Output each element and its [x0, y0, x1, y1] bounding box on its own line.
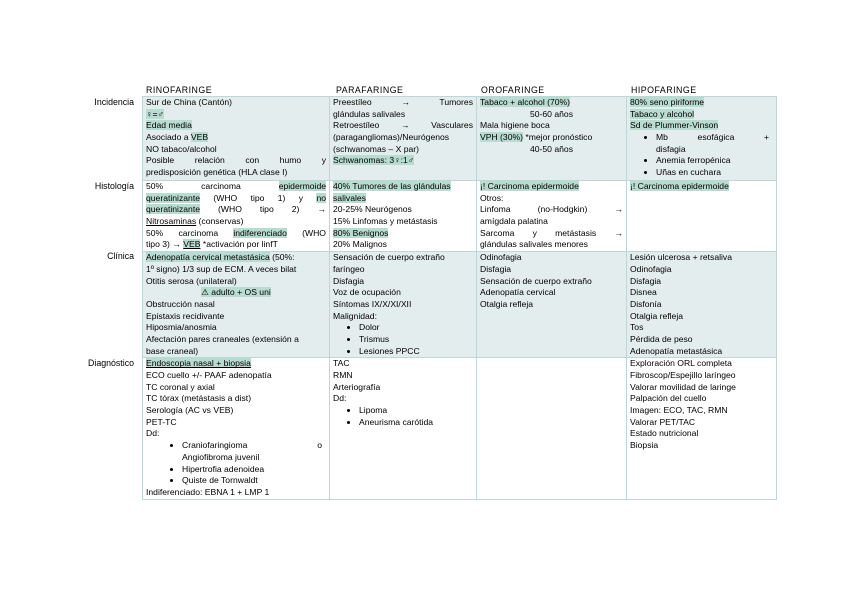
cell-para-incidencia: Preestíleo → Tumores glándulas salivales Retroestíleo → Vasculares (paragangliomas)/Neurógenos (schwanomas – X par) Schwanomas: 3♀:1♂ [330, 97, 477, 181]
table-row-diagnostico [143, 358, 777, 499]
cell-hipo-clinica: Lesión ulcerosa + retsaliva Odinofagia Disfagia Disnea Disfonía Otalgia refleja Tos Pérdida de peso Adenopatía metastásica [627, 252, 777, 358]
cell-rino-diagnostico: Endoscopia nasal + biopsia ECO cuello +/- PAAF adenopatía TC coronal y axial TC tórax (metástasis a dist) Serología (AC vs VEB) PET-TC Dd: • Craniofaringioma o Angiofibroma juvenil • Hipertrofia adenoidea • Quiste de Tornwaldt Indiferenciado: EBNA 1 + LMP 1 [143, 358, 330, 499]
cell-oro-incidencia: Tabaco + alcohol (70%) 50-60 años Mala higiene boca VPH (30%) *mejor pronóstico 40-50 años [477, 97, 627, 181]
header-parafaringe: PARAFARINGE [336, 85, 404, 95]
bullet-list [630, 132, 773, 144]
table-row-incidencia [143, 97, 777, 181]
list-item: • Quiste de Tornwaldt [182, 475, 326, 487]
cell-oro-histologia: ¡! Carcinoma epidermoide Otros: Linfoma (no-Hodgkin) → amígdala palatina Sarcoma y metástasis → glándulas salivales menores [477, 181, 627, 252]
bullet-list [146, 440, 326, 452]
bullet-list [333, 405, 473, 428]
header-orofaringe: OROFARINGE [481, 85, 545, 95]
cell-hipo-histologia: ¡! Carcinoma epidermoide [627, 181, 777, 252]
row-label-incidencia: Incidencia [94, 97, 134, 107]
bullet-list [630, 155, 773, 178]
comparison-table [142, 96, 777, 500]
cell-para-histologia: 40% Tumores de las glándulas salivales 20-25% Neurógenos 15% Linfomas y metástasis 80% Benignos 20% Malignos [330, 181, 477, 252]
cell-hipo-diagnostico: Exploración ORL completa Fibroscop/Espejillo laríngeo Valorar movilidad de laringe Palpación del cuello Imagen: ECO, TAC, RMN Valorar PET/TAC Estado nutricional Biopsia [627, 358, 777, 499]
list-item: • Lesiones PPCC [359, 346, 473, 358]
list-item: • Lipoma [359, 405, 473, 417]
row-label-clinica: Clínica [107, 251, 134, 261]
row-label-diagnostico: Diagnóstico [88, 358, 134, 368]
list-item: • Trismus [359, 334, 473, 346]
cell-para-clinica: Sensación de cuerpo extraño faríngeo Disfagia Voz de ocupación Síntomas IX/X/XI/XII Malignidad: • Dolor • Trismus • Lesiones PPCC [330, 252, 477, 358]
bullet-list [333, 322, 473, 357]
list-item: • Anemia ferropénica [656, 155, 773, 167]
cell-rino-incidencia: Sur de China (Cantón) ♀=♂ Edad media Asociado a VEB NO tabaco/alcohol Posible relación con humo y predisposición genética (HLA clase I) [143, 97, 330, 181]
row-label-histologia: Histología [94, 181, 134, 191]
cell-para-diagnostico: TAC RMN Arteriografía Dd: • Lipoma • Aneurisma carótida [330, 358, 477, 499]
cell-hipo-incidencia: 80% seno piriforme Tabaco y alcohol Sd de Plummer-Vinson • Mb esofágica + disfagia • Anemia ferropénica • Uñas en cuchara [627, 97, 777, 181]
list-item: • Craniofaringioma o [182, 440, 326, 452]
cell-rino-clinica: Adenopatía cervical metastásica (50%: 1º signo) 1/3 sup de ECM. A veces bilat Otitis serosa (unilateral) ⚠ adulto + OS uni Obstrucción nasal Epistaxis recidivante Hiposmia/anosmia Afectación pares craneales (extensión a base craneal) [143, 252, 330, 358]
list-item: • Aneurisma carótida [359, 417, 473, 429]
list-item: • Hipertrofia adenoidea [182, 464, 326, 476]
bullet-list [146, 464, 326, 487]
list-item: • Mb esofágica + [656, 132, 773, 144]
header-hipofaringe: HIPOFARINGE [631, 85, 697, 95]
cell-oro-clinica: Odinofagia Disfagia Sensación de cuerpo extraño Adenopatía cervical Otalgia refleja [477, 252, 627, 358]
header-rinofaringe: RINOFARINGE [146, 85, 213, 95]
table-row-histologia [143, 181, 777, 252]
cell-rino-histologia: 50% carcinoma epidermoide queratinizante (WHO tipo 1) y no queratinizante (WHO tipo 2) → Nitrosaminas (conservas) 50% carcinoma indiferenciado (WHO tipo 3) → VEB *activación por linfT [143, 181, 330, 252]
list-item: • Uñas en cuchara [656, 167, 773, 179]
cell-oro-diagnostico [477, 358, 627, 499]
list-item: • Dolor [359, 322, 473, 334]
table-row-clinica [143, 252, 777, 358]
